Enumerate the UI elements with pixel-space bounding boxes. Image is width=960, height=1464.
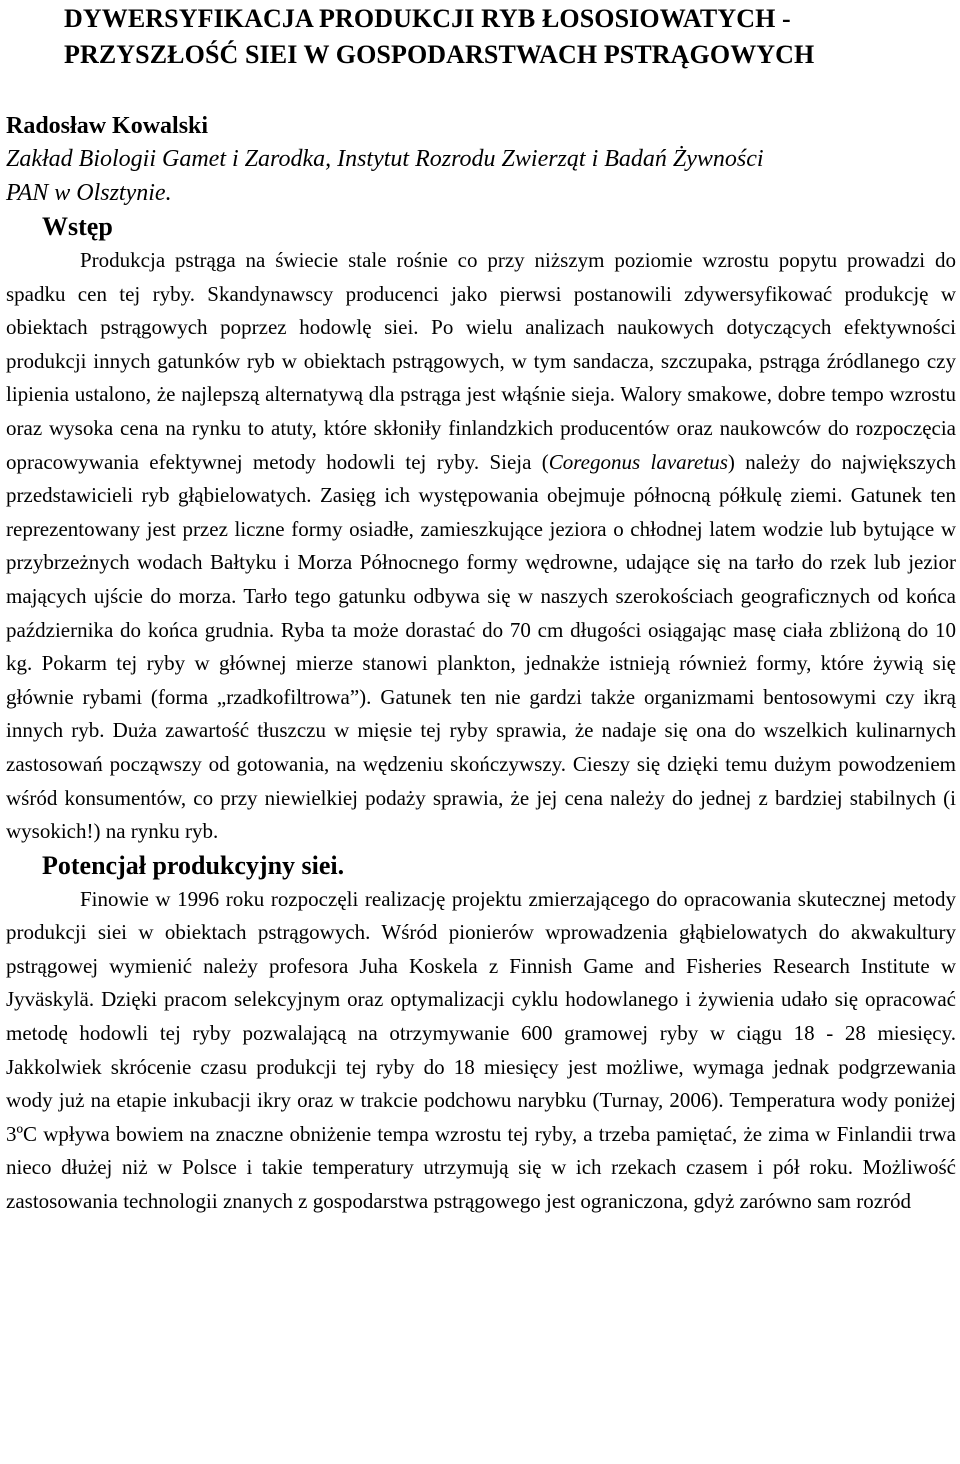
title-line-1: DYWERSYFIKACJA PRODUKCJI RYB ŁOSOSIOWATYCH -	[64, 4, 791, 33]
section-heading-production-potential: Potencjał produkcyjny siei.	[42, 850, 345, 880]
paragraph-intro	[6, 244, 956, 849]
author-name: Radosław Kowalski	[6, 113, 209, 139]
section-heading-intro: Wstęp	[42, 212, 113, 241]
paragraph-production-potential: Finowie w 1996 roku rozpoczęli realizację projektu zmierzającego do opracowania skutecznej metody produkcji siei w obiektach pstrągowych. Wśród pionierów wprowadzenia głąbielowatych do akwakultury pstrągowej wymienić należy profesora Juha Koskela z Finnish Game and Fisheries Research Institute w Jyväskylä. Dzięki pracom selekcyjnym oraz optymalizacji cyklu hodowlanego i żywienia udało się opracować metodę hodowli tej ryby pozwalającą na otrzymywanie 600 gramowej ryby w ciągu 18 - 28 miesięcy. Jakkolwiek skrócenie czasu produkcji tej ryby do 18 miesięcy jest możliwe, wymaga jednak podgrzewania wody już na etapie inkubacji ikry oraz w trakcie podchowu narybku (Turnay, 2006). Temperatura wody poniżej 3ºC wpływa bowiem na znaczne obniżenie tempa wzrostu tej ryby, a trzeba pamiętać, że zima w Finlandii trwa nieco dłużej niż w Polsce i takie temperatury utrzymują się w ich rzekach czasem i pół roku. Możliwość zastosowania technologii znanych z gospodarstwa pstrągowego jest ograniczona, gdyż zarówno sam rozród	[6, 886, 956, 1214]
title-line-2: PRZYSZŁOŚĆ SIEI W GOSPODARSTWACH PSTRĄGOWYCH	[64, 40, 815, 69]
author-affiliation-line-1: Zakład Biologii Gamet i Zarodka, Instytut Rozrodu Zwierząt i Badań Żywności	[6, 146, 764, 172]
document-page	[6, 0, 956, 1219]
species-latin-name: Coregonus lavaretus	[548, 449, 728, 474]
author-affiliation-line-2: PAN w Olsztynie.	[6, 180, 172, 206]
paragraph-intro-text-b: ) należy do największych przedstawicieli ryb głąbielowatych. Zasięg ich występowania obejmuje północną półkulę ziemi. Gatunek ten reprezentowany jest przez liczne formy osiadłe, zamieszkujące jeziora o chłodnej latem wodzie lub bytujące w przybrzeżnych wodach Bałtyku i Morza Północnego formy wędrowne, udające się na tarło do rzek lub jezior mających ujście do morza. Tarło tego gatunku odbywa się w naszych szerokościach geograficznych od końca października do końca grudnia. Ryba ta może dorastać do 70 cm długości osiągając masę ciała zbliżoną do 10 kg. Pokarm tej ryby w głównej mierze stanowi plankton, jednakże istnieją również formy, które żywią się głównie rybami (forma „rzadkofiltrowa”). Gatunek ten nie gardzi także organizmami bentosowymi czy ikrą innych ryb. Duża zawartość tłuszczu w mięsie tej ryby sprawia, że nadaje się ona do wszelkich kulinarnych zastosowań począwszy od gotowania, na wędzeniu skończywszy. Cieszy się dzięki temu dużym powodzeniem wśród konsumentów, co przy niewielkiej podaży sprawia, że jej cena należy do jednej z bardziej stabilnych (i wysokich!) na rynku ryb.	[6, 449, 956, 844]
document-title	[6, 0, 956, 72]
author-block	[6, 110, 956, 210]
paragraph-intro-text-a: Produkcja pstrąga na świecie stale rośnie co przy niższym poziomie wzrostu popytu prowadzi do spadku cen tej ryby. Skandynawscy producenci jako pierwsi postanowili zdywersyfikować produkcję w obiektach pstrągowych poprzez hodowlę siei. Po wielu analizach naukowych dotyczących efektywności produkcji innych gatunków ryb w obiektach pstrągowych, w tym sandacza, szczupaka, pstrąga źródlanego czy lipienia ustalono, że najlepszą alternatywą dla pstrąga jest włąśnie sieja. Walory smakowe, dobre tempo wzrostu oraz wysoka cena na rynku to atuty, które skłoniły finlandzkich producentów oraz naukowców do rozpoczęcia opracowywania efektywnej metody hodowli tej ryby. Sieja (	[6, 248, 956, 474]
